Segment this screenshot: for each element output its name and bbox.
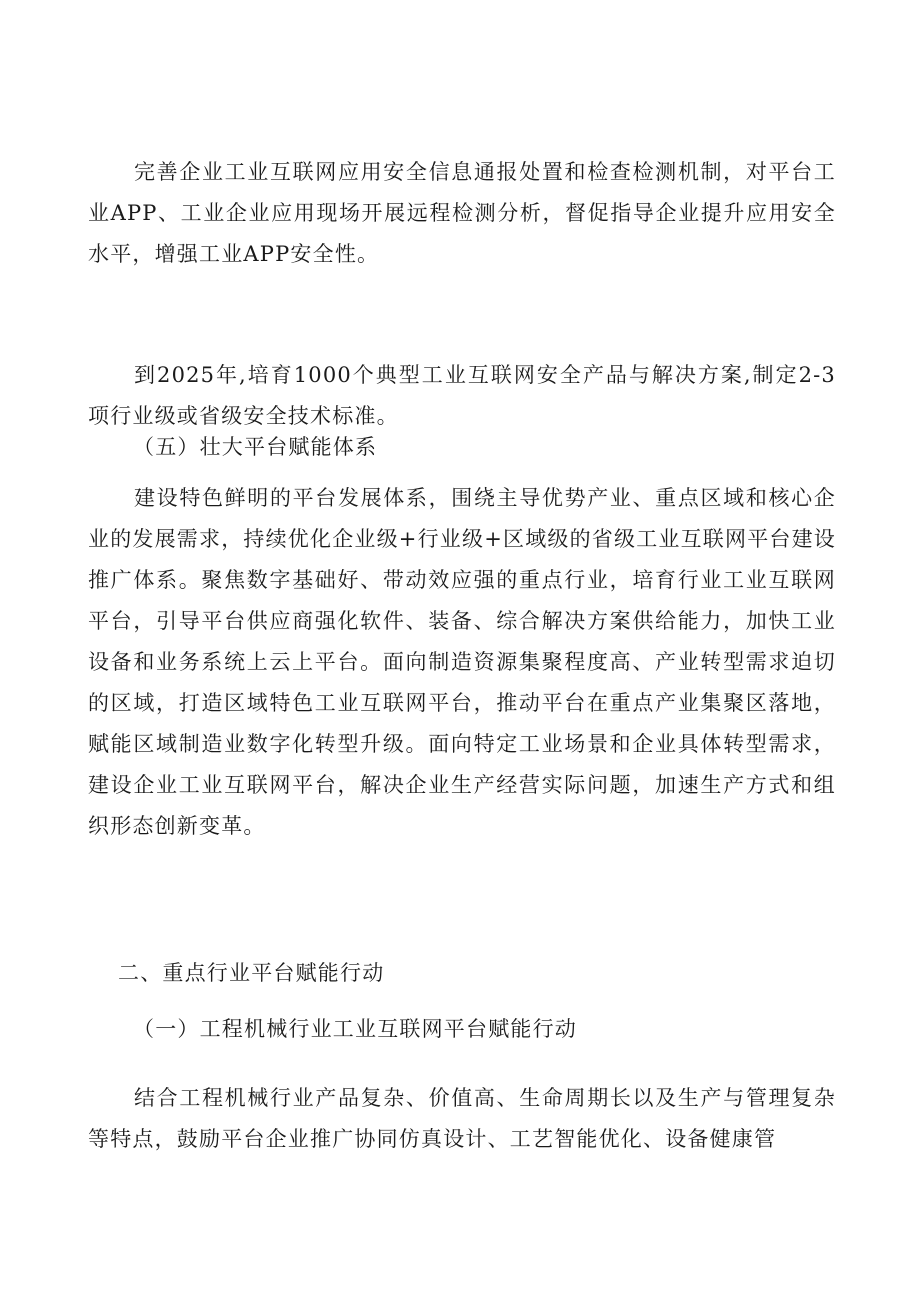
paragraph-construction-machinery: 结合工程机械行业产品复杂、价值高、生命周期长以及生产与管理复杂等特点，鼓励平台企业推广协同仿真设计、工艺智能优化、设备健康管 [88,1086,836,1151]
paragraph-app-security: 完善企业工业互联网应用安全信息通报处置和检查检测机制，对平台工业APP、工业企业应用现场开展远程检测分析，督促指导企业提升应用安全水平，增强工业APP安全性。 [88,160,836,266]
section-title-industry-actions: 二、重点行业平台赋能行动 [118,961,385,985]
paragraph-platform-system: 建设特色鲜明的平台发展体系，围绕主导优势产业、重点区域和核心企业的发展需求，持续优化企业级+行业级+区域级的省级工业互联网平台建设推广体系。聚焦数字基础好、带动效应强的重点行业，培育行业工业互联网平台，引导平台供应商强化软件、装备、综合解决方案供给能力，加快工业设备和业务系统上云上平台。面向制造资源集聚程度高、产业转型需求迫切的区域，打造区域特色工业互联网平台，推动平台在重点产业集聚区落地，赋能区域制造业数字化转型升级。面向特定工业场景和企业具体转型需求，建设企业工业互联网平台，解决企业生产经营实际问题，加速生产方式和组织形态创新变革。 [88,486,836,838]
heading-platform-system: （五）壮大平台赋能体系 [133,435,378,459]
subsection-title-construction-machinery: （一）工程机械行业工业互联网平台赋能行动 [133,1017,577,1041]
paragraph-2025-target: 到2025年,培育1000个典型工业互联网安全产品与解决方案,制定2-3项行业级或省级安全技术标准。 [88,363,836,428]
